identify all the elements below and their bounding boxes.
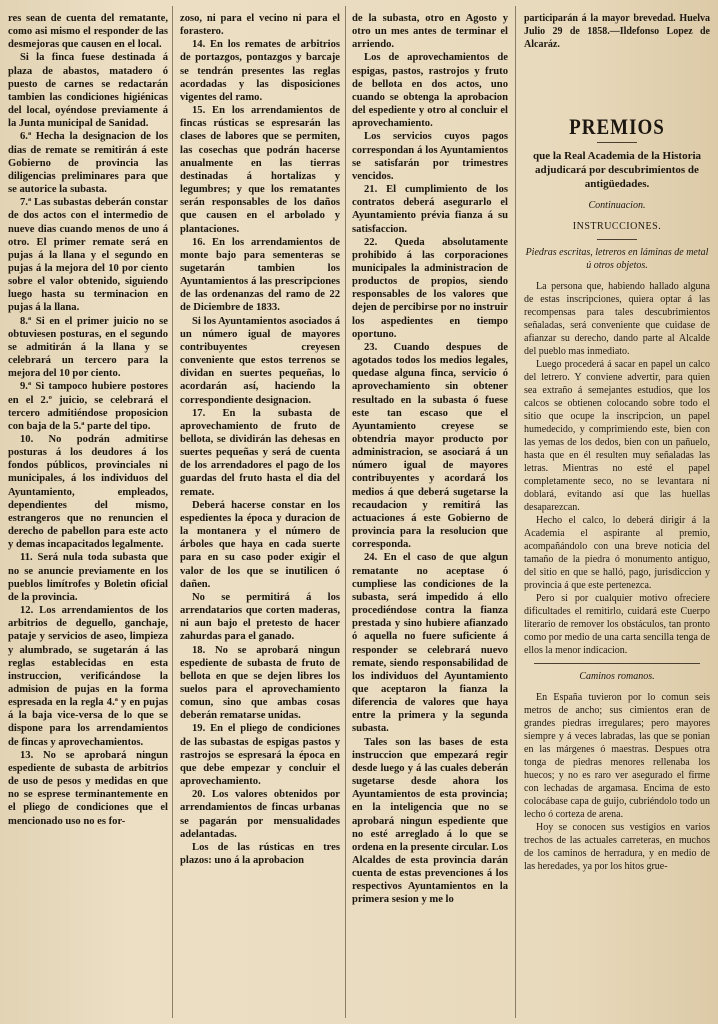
paragraph: 16. En los arrendamientos de monte bajo para sementeras se sugetarán tambien los Ayuntamientos á las prescripciones de las ordenanzas del ramo de 22 de Diciembre de 1833. xyxy=(180,236,340,314)
paragraph: 18. No se aprobará ningun espediente de subasta de fruto de bellota en que se dejen libres los suelos para el aprovechamiento comun, sino que ambas cosas deberán rematarse unidas. xyxy=(180,644,340,722)
paragraph: 12. Los arrendamientos de los arbitrios de deguello, ganchaje, pataje y servicios de aseo, limpieza y alumbrado, se sugetarán á las reglas establecidas en esta instruccion, verificándose la admision de pujas en la forma espresada en la regla 4.ª y en pujas á la baja vice-versa de lo que se dispone para los arrendamientos de fincas y aprovechamientos. xyxy=(8,605,168,748)
signature-paragraph: participarán á la mayor brevedad. Huelva Julio 29 de 1858.—Ildefonso Lopez de Alcaráz. xyxy=(524,13,710,50)
column-rule xyxy=(172,6,173,1018)
paragraph: 24. En el caso de que algun rematante no aceptase ó cumpliese las condiciones de la subasta, será impedido á ello procediéndose contra la fianza prestada y sino hubiere afianzado ó aquella no fuere suficiente á responder se celebrará nuevo remate, siendo responsabilidad de los individuos del Ayuntamiento que aceptaron la fianza la diferencia de valores que haya entre la primera y la segunda subasta. xyxy=(352,552,508,735)
paragraph: Si los Ayuntamientos asociados á un número igual de mayores contribuyentes creyesen conveniente que estos terrenos se dividan en suertes pequeñas, lo acordarán así, haciendo la correspondiente designacion. xyxy=(180,315,340,406)
paragraph: Tales son las bases de esta instruccion que empezará regir desde luego y á las cuales deberán sugetarse desde ahora los Ayuntamientos de esta provincia; en la inteligencia que no se aprobará ningun espediente que no esté arreglado á lo que se ordena en la presente circular. Los Alcaldes de esta provincia darán cuenta de estas prevenciones á los respectivos Ayuntamientos en la primera sesion y me lo xyxy=(352,736,508,906)
column-rule xyxy=(345,6,346,1018)
paragraph: Pero si por cualquier motivo ofreciere dificultades el remitirlo, cuidará este Cuerpo literario de remover los obstáculos, tan pronto como por medio de una carta sencilla tenga de ellos la menor indicacion. xyxy=(524,593,710,656)
paragraph: La persona que, habiendo hallado alguna de estas inscripciones, quiera optar á las recompensas para tales descubrimientos señaladas, será conveniente que cuidase de afianzar su derecho, dando parte al Alcalde del pueblo mas inmediato. xyxy=(524,281,710,357)
paragraph: de la subasta, otro en Agosto y otro un mes antes de terminar el arriendo. xyxy=(352,13,508,51)
divider xyxy=(597,142,637,143)
paragraph: 22. Queda absolutamente prohibido á las corporaciones municipales la administracion de productos de propios, siendo responsables de los valores que dejen de percibirse por no instruir los aspedientes en tiempo oportuno. xyxy=(352,236,508,340)
paragraph: 10. No podrán admitirse posturas á los deudores á los fondos públicos, provinciales ni municipales, á los individuos del Ayuntamiento, empleados, dependientes del mismo, estrangeros que no renuncien el derecho de pabellon para este acto y demas incapacitados legalmente. xyxy=(8,434,168,551)
paragraph: zoso, ni para el vecino ni para el forastero. xyxy=(180,13,340,38)
paragraph: Hecho el calco, lo deberá dirigir á la Academia el aspirante al premio, acompañándolo con una breve noticia del tamaño de la piedra ó monumento antiguo, del sitio en que se halló, pago, jurisdiccion y provincia á que este pertenezca. xyxy=(524,515,710,591)
column-rule xyxy=(515,6,516,1018)
paragraph: 15. En los arrendamientos de fincas rústicas se espresarán las clases de labores que se permiten, las cosechas que podrán hacerse anualmente en las tierras destinadas á hortalizas y legumbres; y que los rematantes serán responsables de los daños que causen en el arbolado y plantaciones. xyxy=(180,105,340,235)
paragraph: 14. En los remates de arbitrios de portazgos, pontazgos y barcaje se tendrán presentes las reglas acordadas y las disposiciones vigentes del ramo. xyxy=(180,39,340,103)
subsection-title: Caminos romanos. xyxy=(579,671,655,682)
continuation-label: Continuacion. xyxy=(588,200,646,211)
column-2 xyxy=(180,12,340,1020)
paragraph: 11. Será nula toda subasta que no se anuncie previamente en los pueblos limítrofes y Boletin oficial de la provincia. xyxy=(8,552,168,603)
paragraph: Los servicios cuyos pagos correspondan á los Ayuntamientos se satisfarán por trimestres vencidos. xyxy=(352,131,508,182)
subsection-title: Piedras escritas, letreros en láminas de metal ú otros objetos. xyxy=(525,247,709,271)
paragraph: 19. En el pliego de condiciones de las subastas de espigas pastos y rastrojos se espresará la época en que debe empezar y concluir el aprovechamiento. xyxy=(180,723,340,788)
column-3 xyxy=(352,12,508,1020)
column-4 xyxy=(524,12,710,1020)
paragraph: Hoy se conocen sus vestigios en varios trechos de las actuales carreteras, en muchos de los caminos de herradura, y en medio de las heredades, ya por los hitos grue- xyxy=(524,822,710,872)
paragraph: Luego procederá á sacar en papel un calco del letrero. Y conviene advertir, para quien sea extraño á semejantes estudios, que los calcos se obtienen colocando sobre todo el sitio que ocupe la inscripcion, un papel humedecido, y comprimiendo este, bien con las yemas de los dedos, bien con un pañuelo, hasta que en él resulten muy señaladas las letras. Mientras no esté el papel completamente seco, no se levantara ni doblará, evitando así que las huellas desaparezcan. xyxy=(524,359,710,513)
section-subheading: que la Real Academia de la Historia adjudicará por descubrimientos de antigüedades. xyxy=(532,150,702,190)
paragraph: En España tuvieron por lo comun seis metros de ancho; sus cimientos eran de grandes piedras irregulares; pero mayores siempre y á veces labradas, las que se ponian en las márgenes ó maestras. Despues otra tonga de piedras menores rellenaba los huecos; y no es raro ver asegurado el firme con lechadas de argamasa. Encima de esto colocábase capa de guijo, cubriéndolo todo un lecho ó corteza de arena. xyxy=(524,692,710,820)
paragraph: 13. No se aprobará ningun espediente de subasta de arbitrios de uso de pesos y medidas en que no se esprese terminantemente en el pliego de condiciones que el mencionado uso no es for- xyxy=(8,749,168,827)
paragraph: 8.ª Si en el primer juicio no se obtuviesen posturas, en el segundo se admitirán á la llana y se celebrará un tercero para la mejora del 10 por ciento. xyxy=(8,315,168,380)
divider xyxy=(534,663,700,664)
paragraph: Los de las rústicas en tres plazos: uno á la aprobacion xyxy=(180,841,340,866)
paragraph: 7.ª Las subastas deberán constar de dos actos con el intermedio de nueve dias cuando menos de uno á otro. El primer remate será en pujas á la llana y el segundo en pujas á la mejora del 10 por ciento sobre el valor obtenido, siguiendo luego hasta su terminacion en pujas á la llana. xyxy=(8,197,168,314)
paragraph: No se permitirá á los arrendatarios que corten maderas, ni aun bajo el pretesto de hacer zahurdas para el ganado. xyxy=(180,591,340,643)
paragraph: 6.ª Hecha la designacion de los dias de remate se remitirán á este Gobierno de provincia las diligencias preliminares para que se autorice la subasta. xyxy=(8,131,168,196)
section-heading: PREMIOS xyxy=(569,115,665,140)
paragraph: 23. Cuando despues de agotados todos los medios legales, quedase alguna finca, servicio ó aprovechamiento sin obtener resultado en la subasta ó fuese este tan escaso que el Ayuntamiento creyese se obtendria mayor producto por administracion, se asociará á un número igual de mayores contribuyentes y acordará los medios á que deberá sugetarse la recaudacion y remitirá las actuaciones á este Gobierno de provincia para la resolucion que corresponda. xyxy=(352,341,508,551)
paragraph: 17. En la subasta de aprovechamiento de fruto de bellota, se dividirán las dehesas en suertes pequeñas y será de cuenta de los arrendadores el pago de los guardas del fruto hasta el dia del remate. xyxy=(180,407,340,498)
divider xyxy=(597,239,637,240)
instructions-heading: INSTRUCCIONES. xyxy=(572,221,662,232)
paragraph: 21. El cumplimiento de los contratos deberá asegurarlo el Ayuntamiento prévia fianza á su satisfaccion. xyxy=(352,184,508,235)
paragraph: Deberá hacerse constar en los espedientes la época y duracion de la montanera y el número de árboles que haya en cada suerte para en su caso poder exigir el valor de los que se inutilicen ó dañen. xyxy=(180,499,340,590)
paragraph: 20. Los valores obtenidos por arrendamientos de fincas urbanas se pagarán por mensualidades adelantadas. xyxy=(180,789,340,840)
paragraph: res sean de cuenta del rematante, como asi mismo el responder de las desmejoras que causen en el local. xyxy=(8,13,168,51)
paragraph: Si la finca fuese destinada á plaza de abastos, matadero ó puesto de carnes se redactarán tambien las condiciones higiénicas del local, oyéndose previamente á la Junta municipal de Sanidad. xyxy=(8,52,168,130)
paragraph: Los de aprovechamientos de espigas, pastos, rastrojos y fruto de bellota en dos actos, uno cuando se obtenga la aprobacion del espediente y otro al concluir el aprovechamiento. xyxy=(352,52,508,130)
column-1 xyxy=(8,12,168,1020)
paragraph: 9.ª Si tampoco hubiere postores en el 2.º juicio, se celebrará el tercero admitiéndose proposicion con baja de la 5.ª parte del tipo. xyxy=(8,381,168,432)
